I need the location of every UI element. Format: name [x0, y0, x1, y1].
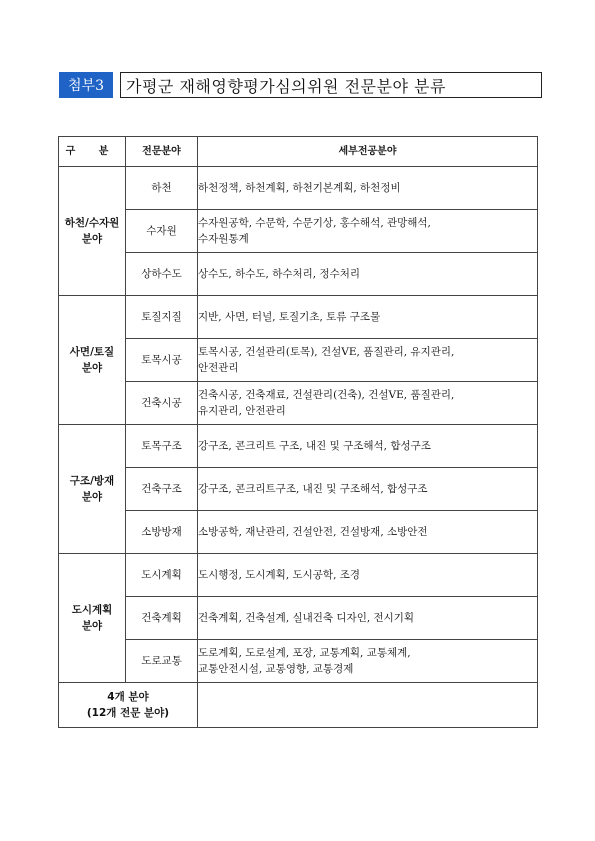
detail-cell	[198, 511, 538, 554]
table-row	[59, 382, 538, 425]
detail-line: 건축시공, 건축재료, 건설관리(건축), 건설VE, 품질관리,	[198, 389, 455, 401]
detail-cell	[198, 253, 538, 296]
field-cell: 토목시공	[126, 339, 198, 382]
detail-line: 교통안전시설, 교통영향, 교통경제	[198, 663, 354, 675]
header-field: 전문분야	[126, 137, 198, 167]
total-row	[59, 683, 538, 728]
table-row	[59, 253, 538, 296]
detail-line: 토목시공, 건설관리(토목), 건설VE, 품질관리, 유지관리,	[198, 346, 455, 358]
category-cell	[59, 167, 126, 296]
total-line: 4개 분야	[107, 691, 149, 703]
table-header-row	[59, 137, 538, 167]
document-title: 가평군 재해영향평가심의위원 전문분야 분류	[120, 72, 542, 98]
detail-line: 안전관리	[198, 362, 239, 374]
field-cell: 소방방재	[126, 511, 198, 554]
detail-cell	[198, 640, 538, 683]
detail-line: 도시행정, 도시계획, 도시공학, 조경	[198, 569, 361, 581]
attachment-badge: 첨부3	[59, 72, 113, 98]
table-row	[59, 339, 538, 382]
detail-line: 지반, 사면, 터널, 토질기초, 토류 구조물	[198, 311, 381, 323]
field-cell: 건축계획	[126, 597, 198, 640]
detail-line: 하천정책, 하천계획, 하천기본계획, 하천정비	[198, 182, 401, 194]
table-row	[59, 640, 538, 683]
detail-line: 건축계획, 건축설계, 실내건축 디자인, 전시기획	[198, 612, 415, 624]
field-cell: 도로교통	[126, 640, 198, 683]
field-cell: 토질지질	[126, 296, 198, 339]
detail-cell	[198, 382, 538, 425]
category-cell	[59, 554, 126, 683]
detail-cell	[198, 296, 538, 339]
category-line: 분야	[81, 620, 103, 632]
table-row	[59, 511, 538, 554]
detail-cell	[198, 554, 538, 597]
detail-line: 강구조, 콘크리트구조, 내진 및 구조해석, 합성구조	[198, 483, 428, 495]
detail-line: 수자원공학, 수문학, 수문기상, 홍수해석, 관망해석,	[198, 217, 431, 229]
category-cell	[59, 296, 126, 425]
detail-cell	[198, 468, 538, 511]
field-cell: 도시계획	[126, 554, 198, 597]
category-line: 도시계획	[71, 604, 113, 616]
field-cell: 하천	[126, 167, 198, 210]
document-title-row	[59, 72, 542, 98]
classification-table	[58, 136, 538, 728]
table-row	[59, 167, 538, 210]
total-detail-empty	[198, 683, 538, 728]
detail-cell	[198, 167, 538, 210]
detail-line: 수자원통계	[198, 233, 249, 245]
header-division: 구 분	[59, 137, 126, 167]
detail-cell	[198, 597, 538, 640]
category-line: 분야	[81, 491, 103, 503]
category-cell	[59, 425, 126, 554]
total-line: (12개 전문 분야)	[86, 707, 170, 719]
detail-line: 소방공학, 재난관리, 건설안전, 건설방재, 소방안전	[198, 526, 428, 538]
category-line: 하천/수자원	[64, 217, 120, 229]
field-cell: 건축구조	[126, 468, 198, 511]
table-row	[59, 296, 538, 339]
total-cell	[59, 683, 198, 728]
field-cell: 상하수도	[126, 253, 198, 296]
detail-line: 유지관리, 안전관리	[198, 405, 286, 417]
table-row	[59, 554, 538, 597]
detail-line: 도로계획, 도로설계, 포장, 교통계획, 교통체계,	[198, 647, 411, 659]
detail-cell	[198, 210, 538, 253]
detail-cell	[198, 425, 538, 468]
table-row	[59, 425, 538, 468]
table-row	[59, 468, 538, 511]
table-row	[59, 210, 538, 253]
table-row	[59, 597, 538, 640]
field-cell: 건축시공	[126, 382, 198, 425]
category-line: 분야	[81, 233, 103, 245]
header-detail: 세부전공분야	[198, 137, 538, 167]
detail-cell	[198, 339, 538, 382]
category-line: 분야	[81, 362, 103, 374]
category-line: 구조/방재	[69, 475, 115, 487]
field-cell: 수자원	[126, 210, 198, 253]
detail-line: 상수도, 하수도, 하수처리, 정수처리	[198, 268, 361, 280]
detail-line: 강구조, 콘크리트 구조, 내진 및 구조해석, 합성구조	[198, 440, 431, 452]
category-line: 사면/토질	[69, 346, 115, 358]
field-cell: 토목구조	[126, 425, 198, 468]
